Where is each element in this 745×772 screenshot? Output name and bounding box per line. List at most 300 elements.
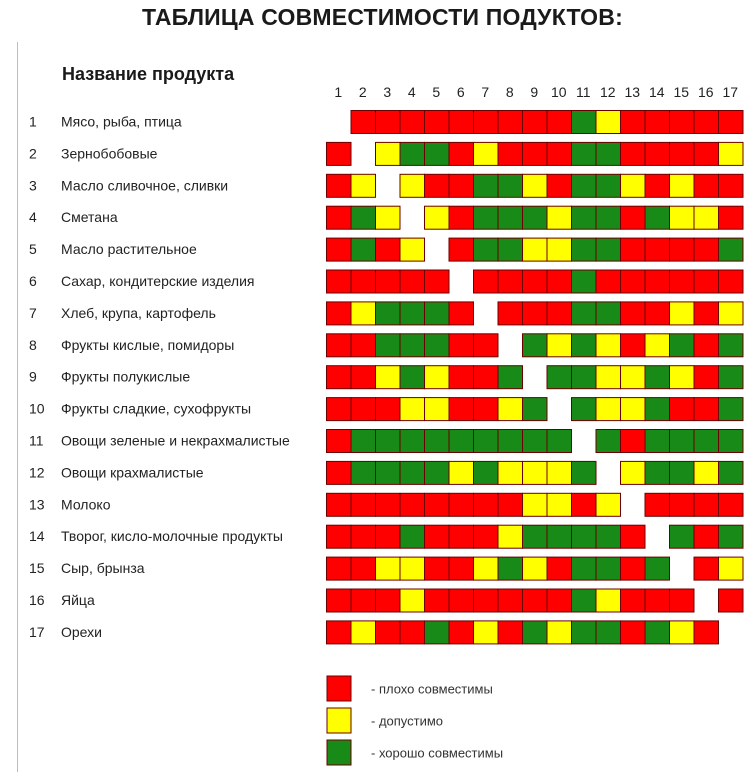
legend-label: - допустимо — [371, 713, 444, 729]
compatibility-cell — [572, 111, 597, 134]
compatibility-cell — [425, 366, 450, 389]
compatibility-cell — [547, 525, 572, 548]
compatibility-cell — [400, 461, 425, 484]
compatibility-cell — [645, 111, 670, 134]
compatibility-cell — [376, 111, 401, 134]
compatibility-cell — [498, 557, 523, 580]
column-number: 14 — [648, 84, 665, 100]
compatibility-cell — [719, 398, 744, 421]
compatibility-cell — [376, 557, 401, 580]
compatibility-cell — [621, 238, 646, 261]
compatibility-cell — [523, 142, 548, 165]
compatibility-cell — [523, 430, 548, 453]
column-number: 2 — [358, 84, 367, 100]
compatibility-cell — [547, 621, 572, 644]
compatibility-cell — [351, 557, 376, 580]
compatibility-cell — [670, 206, 695, 229]
compatibility-cell — [572, 525, 597, 548]
compatibility-cell — [572, 461, 597, 484]
column-number: 8 — [505, 84, 514, 100]
compatibility-cell — [474, 461, 499, 484]
compatibility-cell — [449, 621, 474, 644]
compatibility-cell — [327, 430, 352, 453]
compatibility-cell — [572, 398, 597, 421]
compatibility-cell — [400, 111, 425, 134]
compatibility-cell — [572, 302, 597, 325]
compatibility-cell — [351, 430, 376, 453]
compatibility-cell — [572, 366, 597, 389]
compatibility-cell — [351, 493, 376, 516]
compatibility-cell — [596, 525, 621, 548]
compatibility-cell — [474, 398, 499, 421]
compatibility-cell — [523, 621, 548, 644]
compatibility-cell — [719, 142, 744, 165]
row-product-name: Масло сливочное, сливки — [61, 177, 229, 194]
compatibility-cell — [425, 398, 450, 421]
compatibility-cell — [523, 206, 548, 229]
compatibility-cell — [719, 366, 744, 389]
compatibility-cell — [351, 621, 376, 644]
compatibility-cell — [498, 142, 523, 165]
legend-swatch — [327, 708, 351, 733]
product-name-header: Название продукта — [62, 64, 235, 84]
compatibility-cell — [351, 238, 376, 261]
compatibility-cell — [523, 589, 548, 612]
compatibility-cell — [645, 302, 670, 325]
compatibility-cell — [572, 206, 597, 229]
compatibility-cell — [400, 270, 425, 293]
compatibility-cell — [498, 461, 523, 484]
compatibility-cell — [425, 334, 450, 357]
column-number: 11 — [575, 84, 591, 100]
compatibility-cell — [400, 493, 425, 516]
row-number: 9 — [29, 368, 37, 385]
compatibility-cell — [670, 238, 695, 261]
column-number: 15 — [673, 84, 690, 100]
compatibility-cell — [621, 334, 646, 357]
compatibility-cell — [400, 142, 425, 165]
compatibility-cell — [596, 589, 621, 612]
compatibility-cell — [645, 461, 670, 484]
compatibility-cell — [449, 206, 474, 229]
row-product-name: Сахар, кондитерские изделия — [61, 273, 255, 289]
compatibility-cell — [596, 238, 621, 261]
compatibility-cell — [376, 430, 401, 453]
compatibility-cell — [670, 302, 695, 325]
compatibility-cell — [694, 430, 719, 453]
legend-label: - хорошо совместимы — [371, 745, 504, 761]
compatibility-cell — [425, 142, 450, 165]
compatibility-cell — [400, 302, 425, 325]
compatibility-cell — [327, 589, 352, 612]
compatibility-cell — [645, 589, 670, 612]
column-number: 12 — [599, 84, 616, 100]
compatibility-cell — [670, 398, 695, 421]
compatibility-cell — [670, 430, 695, 453]
compatibility-cell — [547, 589, 572, 612]
compatibility-cell — [621, 270, 646, 293]
column-number: 6 — [456, 84, 465, 100]
compatibility-cell — [498, 589, 523, 612]
compatibility-cell — [351, 525, 376, 548]
compatibility-cell — [327, 525, 352, 548]
compatibility-cell — [572, 270, 597, 293]
row-product-name: Фрукты сладкие, сухофрукты — [61, 400, 252, 417]
compatibility-cell — [621, 302, 646, 325]
compatibility-cell — [474, 142, 499, 165]
compatibility-cell — [498, 238, 523, 261]
compatibility-cell — [376, 493, 401, 516]
compatibility-cell — [351, 398, 376, 421]
compatibility-cell — [572, 142, 597, 165]
compatibility-cell — [327, 493, 352, 516]
compatibility-cell — [376, 398, 401, 421]
compatibility-cell — [449, 525, 474, 548]
compatibility-cell — [572, 493, 597, 516]
row-number: 3 — [29, 177, 37, 194]
column-number: 13 — [624, 84, 641, 100]
compatibility-cell — [547, 142, 572, 165]
compatibility-cell — [376, 206, 401, 229]
row-number: 2 — [29, 145, 37, 162]
row-number: 7 — [29, 304, 37, 321]
compatibility-cell — [694, 302, 719, 325]
row-product-name: Фрукты полукислые — [61, 368, 191, 385]
compatibility-cell — [376, 142, 401, 165]
compatibility-cell — [621, 525, 646, 548]
legend-label: - плохо совместимы — [371, 681, 493, 697]
compatibility-cell — [376, 302, 401, 325]
compatibility-cell — [474, 493, 499, 516]
compatibility-cell — [449, 430, 474, 453]
row-product-name: Хлеб, крупа, картофель — [61, 304, 216, 321]
compatibility-cell — [670, 366, 695, 389]
compatibility-cell — [327, 621, 352, 644]
compatibility-cell — [498, 366, 523, 389]
compatibility-cell — [719, 334, 744, 357]
compatibility-cell — [523, 174, 548, 197]
row-number: 10 — [29, 400, 45, 417]
compatibility-cell — [523, 525, 548, 548]
row-number: 5 — [29, 241, 37, 258]
compatibility-cell — [351, 302, 376, 325]
compatibility-cell — [694, 334, 719, 357]
compatibility-cell — [425, 557, 450, 580]
compatibility-cell — [498, 174, 523, 197]
compatibility-cell — [376, 525, 401, 548]
compatibility-cell — [351, 589, 376, 612]
compatibility-cell — [621, 111, 646, 134]
compatibility-cell — [670, 111, 695, 134]
compatibility-cell — [376, 366, 401, 389]
compatibility-cell — [351, 270, 376, 293]
compatibility-cell — [719, 525, 744, 548]
compatibility-cell — [474, 366, 499, 389]
row-product-name: Овощи крахмалистые — [61, 464, 204, 481]
compatibility-cell — [400, 525, 425, 548]
compatibility-cell — [694, 270, 719, 293]
page-title: ТАБЛИЦА СОВМЕСТИМОСТИ ПОДУКТОВ: — [142, 4, 623, 30]
compatibility-cell — [694, 238, 719, 261]
compatibility-cell — [351, 174, 376, 197]
compatibility-cell — [498, 525, 523, 548]
compatibility-cell — [425, 430, 450, 453]
compatibility-cell — [449, 174, 474, 197]
compatibility-cell — [400, 621, 425, 644]
compatibility-cell — [670, 142, 695, 165]
compatibility-cell — [523, 334, 548, 357]
compatibility-cell — [719, 270, 744, 293]
compatibility-cell — [572, 557, 597, 580]
compatibility-cell — [670, 493, 695, 516]
compatibility-cell — [523, 302, 548, 325]
compatibility-cell — [621, 398, 646, 421]
compatibility-cell — [596, 493, 621, 516]
compatibility-cell — [547, 493, 572, 516]
compatibility-cell — [596, 142, 621, 165]
row-number: 15 — [29, 560, 45, 577]
compatibility-cell — [400, 589, 425, 612]
compatibility-cell — [719, 589, 744, 612]
row-number: 17 — [29, 623, 45, 640]
compatibility-cell — [327, 142, 352, 165]
column-number: 7 — [481, 84, 490, 100]
compatibility-cell — [351, 366, 376, 389]
compatibility-cell — [376, 238, 401, 261]
row-number: 13 — [29, 496, 45, 513]
compatibility-cell — [327, 366, 352, 389]
compatibility-cell — [327, 206, 352, 229]
row-number: 11 — [29, 432, 44, 449]
compatibility-cell — [474, 525, 499, 548]
compatibility-cell — [670, 461, 695, 484]
compatibility-cell — [400, 366, 425, 389]
compatibility-cell — [425, 270, 450, 293]
row-product-name: Молоко — [61, 496, 111, 513]
compatibility-cell — [425, 525, 450, 548]
compatibility-cell — [719, 461, 744, 484]
compatibility-cell — [425, 621, 450, 644]
compatibility-cell — [474, 589, 499, 612]
compatibility-cell — [425, 206, 450, 229]
compatibility-cell — [327, 461, 352, 484]
compatibility-cell — [596, 111, 621, 134]
compatibility-cell — [351, 206, 376, 229]
compatibility-cell — [694, 461, 719, 484]
compatibility-cell — [351, 334, 376, 357]
row-number: 1 — [29, 113, 37, 130]
compatibility-cell — [327, 557, 352, 580]
compatibility-cell — [621, 557, 646, 580]
compatibility-cell — [327, 238, 352, 261]
compatibility-cell — [449, 398, 474, 421]
compatibility-cell — [694, 398, 719, 421]
row-number: 16 — [29, 592, 45, 608]
row-product-name: Мясо, рыба, птица — [61, 113, 182, 130]
column-number: 5 — [432, 84, 441, 100]
compatibility-cell — [474, 270, 499, 293]
compatibility-cell — [645, 334, 670, 357]
compatibility-cell — [498, 398, 523, 421]
compatibility-cell — [425, 461, 450, 484]
compatibility-cell — [645, 366, 670, 389]
compatibility-cell — [474, 206, 499, 229]
compatibility-cell — [498, 621, 523, 644]
row-product-name: Овощи зеленые и некрахмалистые — [61, 432, 290, 449]
column-number: 10 — [550, 84, 567, 100]
compatibility-cell — [474, 174, 499, 197]
compatibility-cell — [400, 557, 425, 580]
compatibility-cell — [547, 238, 572, 261]
compatibility-cell — [449, 142, 474, 165]
compatibility-cell — [719, 493, 744, 516]
row-product-name: Творог, кисло-молочные продукты — [61, 528, 283, 545]
row-number: 12 — [29, 464, 45, 481]
compatibility-cell — [474, 557, 499, 580]
compatibility-cell — [572, 621, 597, 644]
legend-swatch — [327, 740, 351, 765]
compatibility-cell — [327, 302, 352, 325]
compatibility-cell — [449, 589, 474, 612]
compatibility-cell — [572, 238, 597, 261]
compatibility-cell — [621, 366, 646, 389]
compatibility-cell — [376, 621, 401, 644]
compatibility-cell — [596, 366, 621, 389]
column-number: 4 — [407, 84, 416, 100]
row-product-name: Зернобобовые — [61, 145, 158, 162]
compatibility-cell — [547, 206, 572, 229]
compatibility-cell — [425, 111, 450, 134]
compatibility-cell — [425, 589, 450, 612]
compatibility-cell — [547, 557, 572, 580]
compatibility-cell — [645, 270, 670, 293]
row-number: 4 — [29, 209, 37, 226]
compatibility-cell — [474, 238, 499, 261]
compatibility-cell — [596, 174, 621, 197]
compatibility-cell — [645, 238, 670, 261]
compatibility-cell — [572, 589, 597, 612]
compatibility-cell — [694, 621, 719, 644]
compatibility-cell — [670, 589, 695, 612]
row-product-name: Фрукты кислые, помидоры — [61, 336, 235, 353]
compatibility-cell — [376, 589, 401, 612]
compatibility-cell — [474, 334, 499, 357]
compatibility-cell — [376, 461, 401, 484]
compatibility-cell — [694, 557, 719, 580]
compatibility-cell — [645, 557, 670, 580]
column-number: 9 — [530, 84, 539, 100]
compatibility-cell — [572, 174, 597, 197]
compatibility-cell — [694, 174, 719, 197]
compatibility-cell — [400, 430, 425, 453]
compatibility-cell — [694, 206, 719, 229]
compatibility-cell — [449, 493, 474, 516]
compatibility-cell — [498, 430, 523, 453]
compatibility-cell — [449, 302, 474, 325]
legend-swatch — [327, 676, 351, 701]
compatibility-cell — [449, 238, 474, 261]
compatibility-cell — [694, 142, 719, 165]
row-number: 6 — [29, 273, 37, 289]
compatibility-cell — [523, 238, 548, 261]
compatibility-cell — [645, 142, 670, 165]
compatibility-cell — [596, 206, 621, 229]
row-number: 8 — [29, 336, 37, 353]
compatibility-cell — [400, 334, 425, 357]
compatibility-cell — [670, 621, 695, 644]
column-number: 3 — [383, 84, 392, 100]
compatibility-cell — [425, 174, 450, 197]
column-number: 16 — [697, 84, 714, 100]
row-number: 14 — [29, 528, 45, 545]
compatibility-cell — [474, 621, 499, 644]
compatibility-cell — [523, 461, 548, 484]
compatibility-cell — [474, 111, 499, 134]
compatibility-cell — [645, 493, 670, 516]
compatibility-cell — [523, 111, 548, 134]
compatibility-cell — [351, 111, 376, 134]
compatibility-cell — [596, 398, 621, 421]
compatibility-cell — [719, 206, 744, 229]
compatibility-cell — [547, 430, 572, 453]
compatibility-cell — [596, 621, 621, 644]
compatibility-cell — [645, 398, 670, 421]
compatibility-cell — [621, 621, 646, 644]
compatibility-cell — [400, 238, 425, 261]
compatibility-cell — [596, 557, 621, 580]
compatibility-cell — [694, 525, 719, 548]
compatibility-cell — [351, 461, 376, 484]
compatibility-cell — [400, 398, 425, 421]
compatibility-cell — [376, 270, 401, 293]
compatibility-cell — [621, 174, 646, 197]
compatibility-cell — [719, 238, 744, 261]
compatibility-cell — [670, 174, 695, 197]
compatibility-cell — [719, 430, 744, 453]
compatibility-cell — [498, 493, 523, 516]
compatibility-cell — [547, 334, 572, 357]
compatibility-cell — [645, 621, 670, 644]
compatibility-cell — [621, 589, 646, 612]
compatibility-cell — [670, 525, 695, 548]
compatibility-cell — [498, 111, 523, 134]
column-number: 1 — [334, 84, 343, 100]
compatibility-cell — [719, 302, 744, 325]
compatibility-cell — [621, 430, 646, 453]
compatibility-cell — [523, 270, 548, 293]
compatibility-cell — [523, 493, 548, 516]
compatibility-cell — [547, 366, 572, 389]
compatibility-cell — [498, 206, 523, 229]
compatibility-cell — [376, 334, 401, 357]
compatibility-cell — [645, 206, 670, 229]
compatibility-cell — [596, 430, 621, 453]
compatibility-cell — [498, 302, 523, 325]
compatibility-cell — [523, 398, 548, 421]
compatibility-cell — [694, 366, 719, 389]
row-product-name: Сметана — [61, 209, 118, 226]
compatibility-cell — [498, 270, 523, 293]
compatibility-cell — [400, 174, 425, 197]
compatibility-cell — [694, 111, 719, 134]
row-product-name: Сыр, брынза — [61, 560, 145, 577]
compatibility-cell — [621, 206, 646, 229]
compatibility-cell — [621, 142, 646, 165]
compatibility-cell — [596, 302, 621, 325]
compatibility-cell — [719, 174, 744, 197]
compatibility-cell — [547, 174, 572, 197]
compatibility-cell — [670, 270, 695, 293]
